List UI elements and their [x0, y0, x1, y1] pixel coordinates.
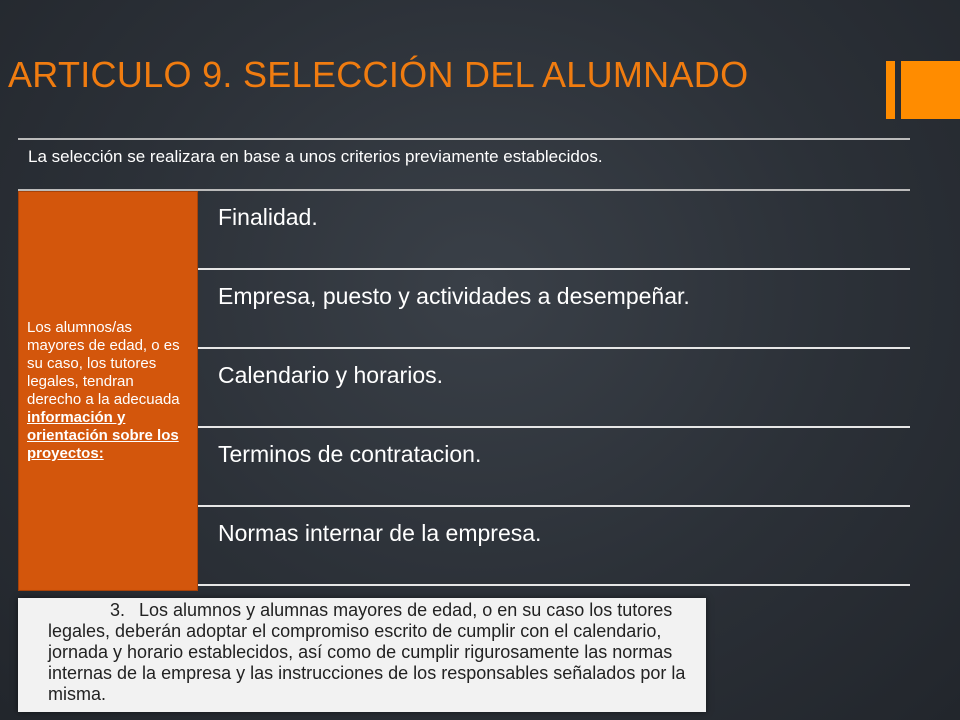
rights-body: Los alumnos/as mayores de edad, o es su caso, los tutores legales, tendran derecho a la adecuada [27, 319, 180, 408]
intro-text: La selección se realizara en base a unos criterios previamente establecidos. [28, 147, 603, 166]
criteria-list [198, 191, 910, 586]
rights-box [18, 191, 198, 591]
rights-emphasis: información y orientación sobre los proyectos: [27, 409, 179, 462]
list-item: Calendario y horarios. [198, 349, 910, 428]
excerpt-number: 3. [110, 600, 126, 620]
list-item: Terminos de contratacion. [198, 428, 910, 507]
list-item: Normas internar de la empresa. [198, 507, 910, 586]
list-item: Finalidad. [198, 191, 910, 270]
accent-block [901, 61, 960, 119]
regulation-excerpt [18, 598, 706, 712]
divider [18, 138, 910, 140]
rights-text [19, 319, 197, 463]
slide-title: ARTICULO 9. SELECCIÓN DEL ALUMNADO [8, 54, 749, 95]
excerpt-text: Los alumnos y alumnas mayores de edad, o en su caso los tutores legales, deberán adoptar el compromiso escrito de cumplir con el calendario, jornada y horario establecidos, así como de cumplir rigurosamente las normas internas de la empresa y las instrucciones de los responsables señalados por la misma. [48, 600, 686, 704]
accent-bar [886, 61, 895, 119]
list-item: Empresa, puesto y actividades a desempeñar. [198, 270, 910, 349]
